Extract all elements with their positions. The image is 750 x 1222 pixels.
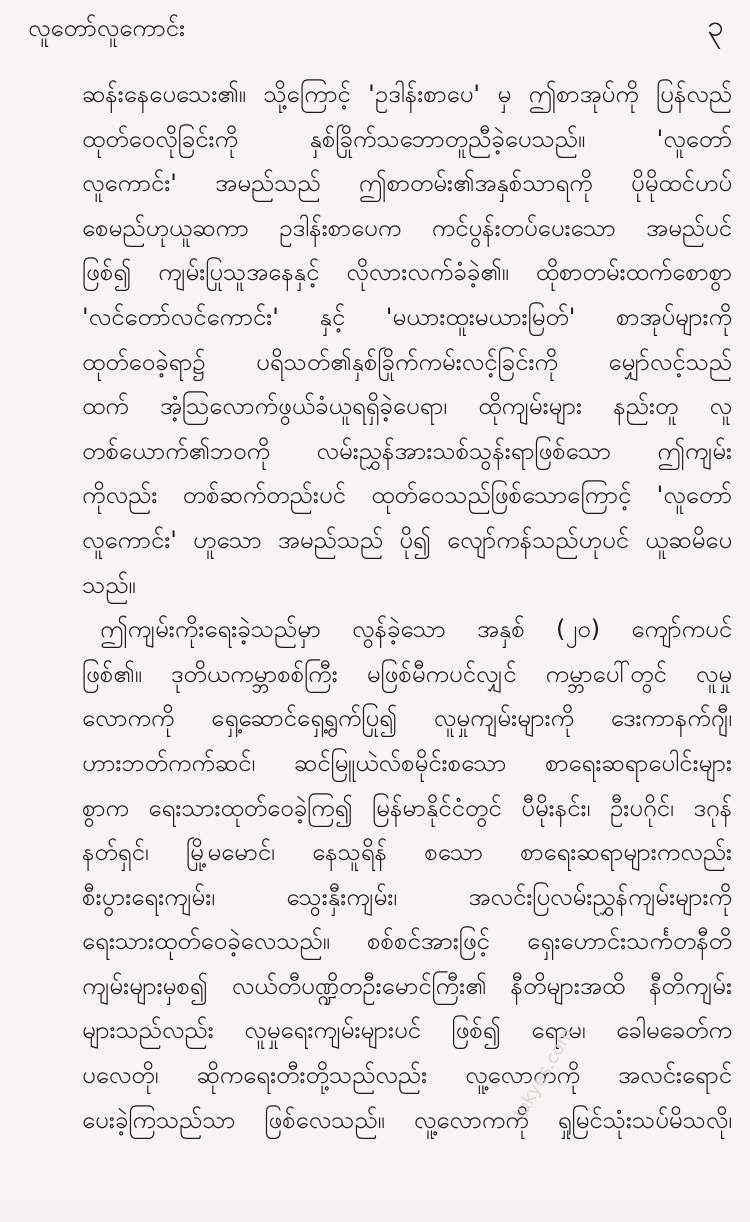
text-line: ဤကျမ်းကိုးရေးခဲ့သည်မှာ လွန်ခဲ့သော အနှစ် (၂၀) ကျော်ကပင် — [100, 615, 732, 644]
text-line: လူကောင်း' အမည်သည် ဤစာတမ်း၏အနှစ်သာရကို ပိုမိုထင်ဟပ် — [82, 169, 732, 198]
text-line: ဟားဘတ်ကက်ဆင်၊ ဆင်မြူယဲလ်စမိုင်းစသော စာရေးဆရာပေါင်းများ — [82, 748, 732, 777]
text-line: လောကကို ရှေ့ဆောင်ရှေ့ရွက်ပြု၍ လူမှုကျမ်းများကို ဒေးကာနက်ဂျီ၊ — [82, 704, 732, 733]
text-line: တစ်ယောက်၏ဘဝကို လမ်းညွှန်အားသစ်သွန်းရာဖြစ်သော ဤကျမ်း — [82, 436, 732, 465]
text-line: သည်။ — [82, 570, 136, 599]
text-line: လူကောင်း' ဟူသော အမည်သည် ပို၍ လျော်ကန်သည်ဟုပင် ယူဆမိပေ — [82, 525, 732, 554]
text-line: ပလေတို၊ ဆိုကရေးတီးတို့သည်လည်း လူ့လောကကို အလင်းရောင် — [82, 1061, 732, 1090]
text-line: ဖြစ်၍ ကျမ်းပြုသူအနေနှင့် လိုလားလက်ခံခဲ့၏။ ထိုစာတမ်းထက်စောစွာ — [82, 258, 732, 287]
page-number: ၃ — [707, 9, 724, 44]
text-line: ထက် အံ့သြလောက်ဖွယ်ခံယူရရှိခဲ့ပေရာ၊ ထိုကျမ်းများ နည်းတူ လူ — [82, 392, 732, 421]
text-line: ဖြစ်၏။ ဒုတိယကမ္ဘာစစ်ကြီး မဖြစ်မီကပင်လျှင် ကမ္ဘာပေါ်တွင် လူမှု — [82, 659, 732, 688]
watermark: lukyes.com — [509, 1024, 579, 1123]
text-line: ကျမ်းများမှစ၍ လယ်တီပဏ္ဍိတဦးမောင်ကြီး၏ နီတိများအထိ နီတိကျမ်း — [82, 971, 732, 1000]
text-line: ထုတ်ဝေလိုခြင်းကို နှစ်ခြိုက်သဘောတူညီခဲ့ပေသည်။ 'လူတော် — [82, 124, 732, 153]
text-line: ရေးသားထုတ်ဝေခဲ့လေသည်။ စစ်စင်အားဖြင့် ရှေးဟောင်းသင်္ကတနီတိ — [82, 927, 732, 956]
text-line: စွာက ရေးသားထုတ်ဝေခဲ့ကြ၍ မြန်မာနိုင်ငံတွင် ပီမိုးနင်း၊ ဦးပဂိုင်၊ ဒဂုန် — [82, 793, 732, 822]
text-line: စီးပွားရေးကျမ်း၊ သွေးနှီးကျမ်း၊ အလင်းပြလမ်းညွှန်ကျမ်းများကို — [82, 882, 732, 911]
text-line: ပေးခဲ့ကြသည်သာ ဖြစ်လေသည်။ လူ့လောကကို ရှုမြင်သုံးသပ်မိသလို၊ — [82, 1105, 732, 1134]
text-line: များသည်လည်း လူမှုရေးကျမ်းများပင် ဖြစ်၍ ရောမ၊ ခေါမခေတ်က — [82, 1016, 732, 1045]
text-line: 'လင်တော်လင်ကောင်း' နှင့် 'မယားထူးမယားမြတ်' စာအုပ်များကို — [82, 302, 732, 331]
text-line: ဆန်းနေပေသေး၏။ သို့ကြောင့် 'ဥဒါန်းစာပေ' မှ ဤစာအုပ်ကို ပြန်လည် — [82, 80, 732, 108]
text-line: ထုတ်ဝေခဲ့ရာ၌ ပရိသတ်၏နှစ်ခြိုက်ကမ်းလင့်ခြင်းကို မျှော်လင့်သည် — [82, 347, 732, 376]
text-line: စေမည်ဟုယူဆကာ ဥဒါန်းစာပေက ကင်ပွန်းတပ်ပေးသော အမည်ပင် — [82, 213, 732, 242]
text-line: နတ်ရှင်၊ မြို့မမောင်၊ နေသူရိန် စသော စာရေးဆရာများကလည်း — [82, 838, 732, 867]
running-header — [28, 8, 728, 52]
running-title: လူတော်လူကောင်း — [28, 14, 186, 42]
body-text — [82, 72, 732, 1142]
text-line: ကိုလည်း တစ်ဆက်တည်းပင် ထုတ်ဝေသည်ဖြစ်သောကြောင့် 'လူတော် — [82, 481, 732, 510]
